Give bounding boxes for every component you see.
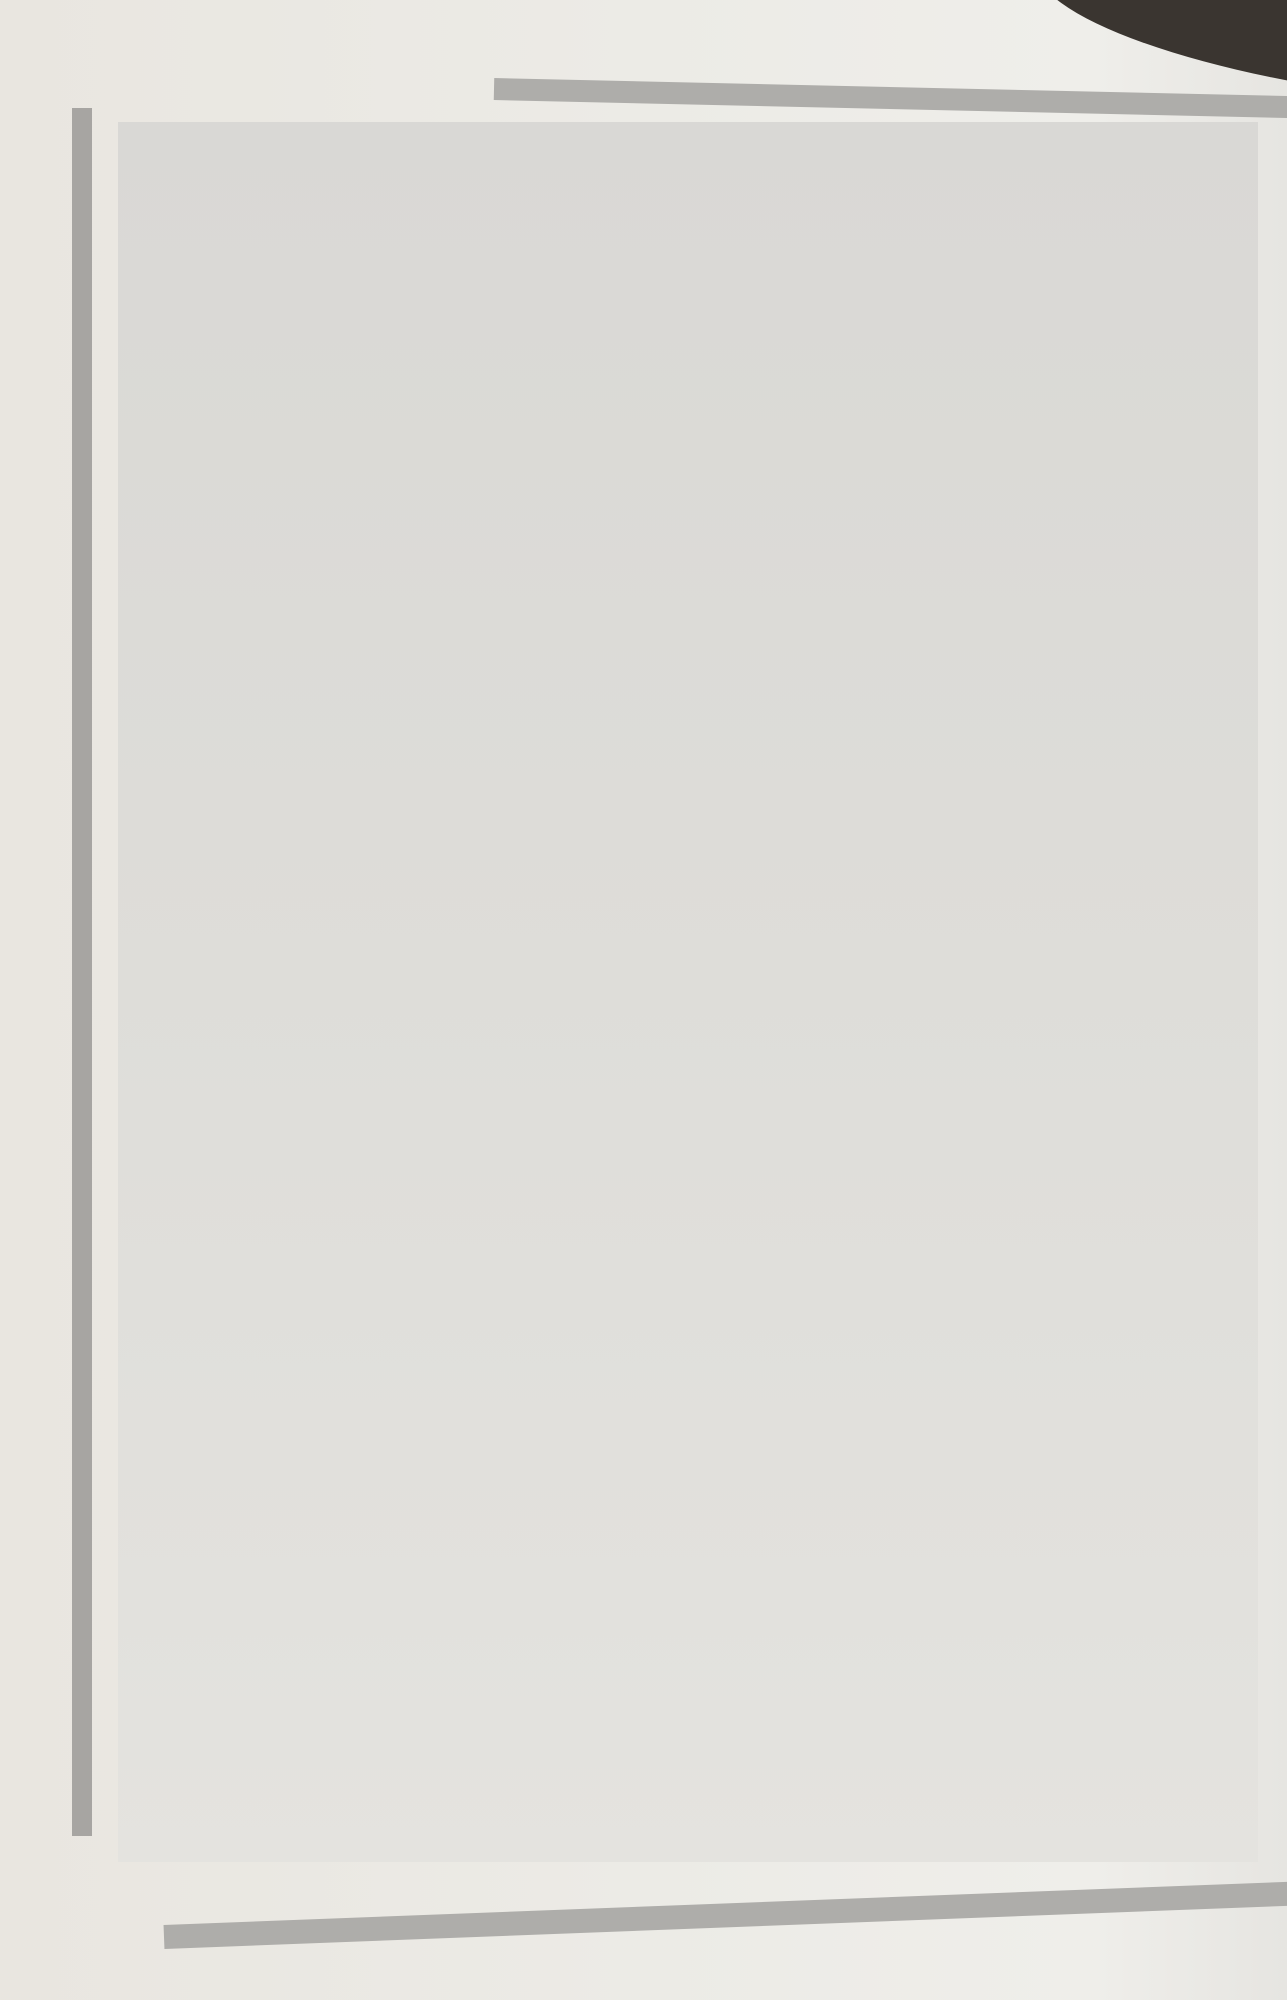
header-rule-bar: [494, 78, 1287, 119]
shaded-text-box: [118, 122, 1258, 1862]
page-corner-curl: [1025, 0, 1287, 101]
main-content: [140, 142, 1248, 182]
spine-fragments-bottom: [1027, 1940, 1287, 2000]
footer-rule-bar: [164, 1881, 1287, 1949]
left-margin-bar: [72, 108, 92, 1836]
